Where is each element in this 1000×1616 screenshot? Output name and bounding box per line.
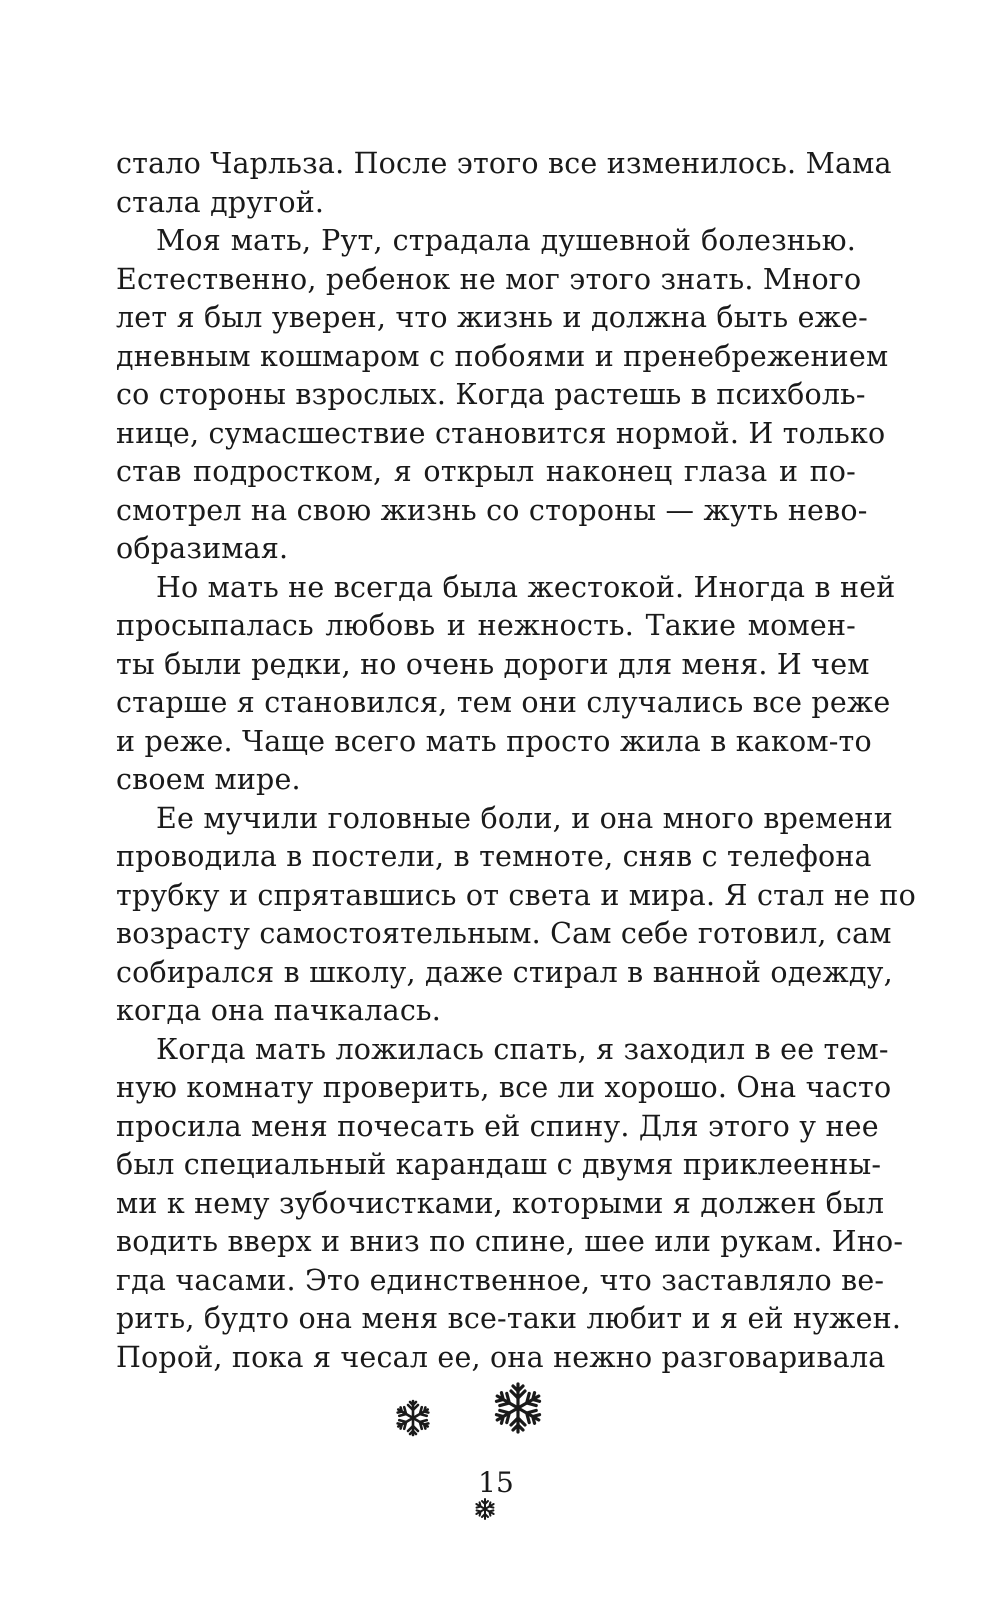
text-line: гда часами. Это единственное, что заставляло ве- — [116, 1263, 885, 1297]
text-line: ми к нему зубочистками, которыми я должен был — [116, 1186, 885, 1220]
text-line: водить вверх и вниз по спине, шее или рукам. Ино- — [116, 1225, 904, 1258]
text-line: стало Чарльза. После этого все изменилось. Мама — [116, 147, 892, 180]
text-line: и реже. Чаще всего мать просто жила в каком-то — [116, 724, 872, 758]
snowflake-left-icon — [393, 1398, 433, 1438]
text-line: Моя мать, Рут, страдала душевной болезнью. — [156, 224, 856, 257]
text-line: Ее мучили головные боли, и она много времени — [156, 801, 893, 835]
text-line: старше я становился, тем они случались все реже — [116, 686, 891, 719]
text-line: возрасту самостоятельным. Сам себе готовил, сам — [116, 917, 892, 950]
body-text — [116, 145, 916, 1377]
text-line: ную комнату проверить, все ли хорошо. Она часто — [116, 1071, 892, 1104]
text-line: проводила в постели, в темноте, сняв с телефона — [116, 840, 872, 873]
text-line: собирался в школу, даже стирал в ванной одежду, — [116, 955, 893, 989]
text-line: Естественно, ребенок не мог этого знать. Много — [116, 262, 862, 296]
text-line: дневным кошмаром с побоями и пренебрежением — [116, 339, 889, 373]
text-line: Когда мать ложилась спать, я заходил в ее тем- — [156, 1032, 889, 1066]
text-line: был специальный карандаш с двумя приклеенны- — [116, 1148, 882, 1181]
text-line: образимая. — [116, 532, 289, 565]
text-line: трубку и спрятавшись от света и мира. Я стал не по — [116, 878, 916, 912]
text-line: своем мире. — [116, 763, 301, 796]
text-line: стала другой. — [116, 185, 325, 219]
page-number: 15 — [478, 1466, 514, 1499]
text-line: став подростком, я открыл наконец глаза и по- — [116, 455, 856, 488]
text-line: лет я был уверен, что жизнь и должна быть еже- — [116, 301, 868, 334]
text-line: Порой, пока я чесал ее, она нежно разговаривала — [116, 1340, 886, 1374]
text-line: просила меня почесать ей спину. Для этого у нее — [116, 1109, 879, 1143]
text-line: когда она пачкалась. — [116, 994, 441, 1027]
snowflake-right-large-icon — [491, 1381, 545, 1435]
text-line: рить, будто она меня все-таки любит и я ей нужен. — [116, 1302, 902, 1335]
text-line: Но мать не всегда была жестокой. Иногда в ней — [156, 570, 896, 604]
text-line: со стороны взрослых. Когда растешь в психболь- — [116, 378, 866, 411]
text-line: смотрел на свою жизнь со стороны — жуть нево- — [116, 493, 868, 527]
text-line: просыпалась любовь и нежность. Такие момен- — [116, 609, 856, 642]
snowflake-bottom-small-icon — [473, 1497, 497, 1521]
text-line: нице, сумасшествие становится нормой. И только — [116, 416, 886, 450]
text-line: ты были редки, но очень дороги для меня. И чем — [116, 647, 870, 681]
